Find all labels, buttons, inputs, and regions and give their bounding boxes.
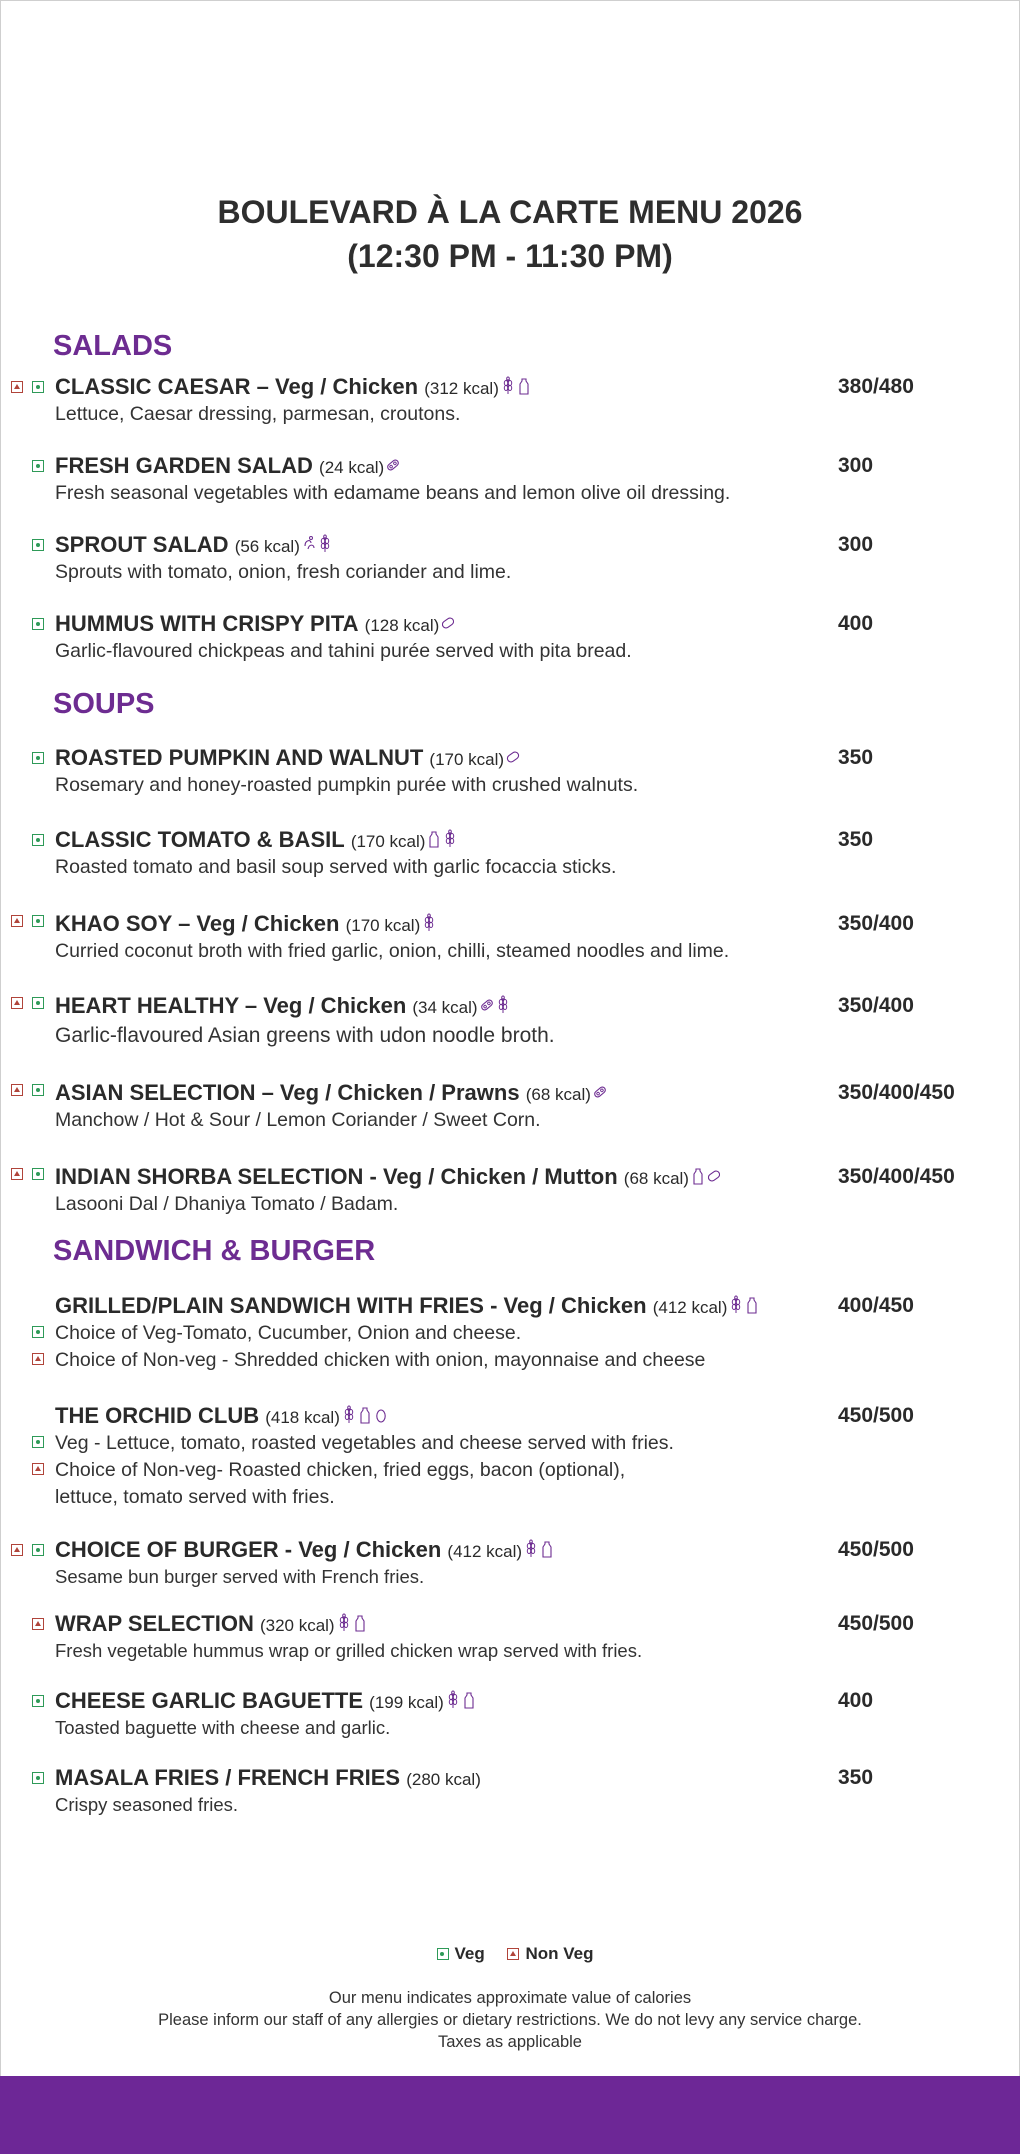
item-description: Curried coconut broth with fried garlic, onion, chilli, steamed noodles and lime. [55, 940, 730, 962]
item-name: KHAO SOY – Veg / Chicken [55, 911, 340, 936]
non-veg-icon [32, 1618, 44, 1630]
item-price: 450/500 [838, 1538, 914, 1561]
wheat-icon [342, 1405, 356, 1425]
item-description: Sprouts with tomato, onion, fresh coriander and lime. [55, 561, 512, 583]
veg-icon [32, 752, 44, 764]
item-kcal: (68 kcal) [525, 1085, 591, 1104]
veg-icon [32, 1326, 44, 1338]
veg-icon [32, 834, 44, 846]
item-kcal: (128 kcal) [364, 616, 440, 635]
item-kcal: (56 kcal) [234, 537, 300, 556]
item-name: INDIAN SHORBA SELECTION - Veg / Chicken / Mutton [55, 1164, 618, 1189]
item-name: THE ORCHID CLUB [55, 1403, 260, 1428]
item-name: HUMMUS WITH CRISPY PITA [55, 611, 359, 636]
legend-nonveg-label: Non Veg [525, 1944, 594, 1963]
nut-icon [441, 613, 455, 633]
item-name: HEART HEALTHY – Veg / Chicken [55, 993, 407, 1018]
footer-band [0, 2076, 1020, 2154]
non-veg-icon [32, 1463, 44, 1475]
section-salads: SALADS [53, 330, 173, 362]
item-name: CHEESE GARLIC BAGUETTE [55, 1688, 364, 1713]
milk-icon [540, 1539, 554, 1559]
milk-icon [353, 1613, 367, 1633]
sprout-icon [302, 534, 316, 554]
wheat-icon [501, 376, 515, 396]
item-kcal: (170 kcal) [429, 750, 505, 769]
item-description: Lasooni Dal / Dhaniya Tomato / Badam. [55, 1193, 399, 1215]
veg-icon [32, 997, 44, 1009]
wheat-icon [729, 1295, 743, 1315]
wheat-icon [446, 1690, 460, 1710]
item-name: FRESH GARDEN SALAD [55, 453, 313, 478]
item-kcal: (280 kcal) [406, 1770, 481, 1789]
item-name: CLASSIC TOMATO & BASIL [55, 827, 345, 852]
diet-legend [0, 1944, 1020, 1964]
soy-icon [480, 995, 494, 1015]
item-price: 350/400/450 [838, 1165, 955, 1188]
item-price: 350/400 [838, 912, 914, 935]
item-kcal: (412 kcal) [447, 1542, 523, 1561]
item-description: Lettuce, Caesar dressing, parmesan, croutons. [55, 403, 461, 425]
veg-icon [32, 460, 44, 472]
legend-veg-label: Veg [454, 1944, 485, 1963]
item-name: WRAP SELECTION [55, 1611, 254, 1636]
non-veg-icon [507, 1948, 519, 1960]
milk-icon [462, 1690, 476, 1710]
veg-icon [32, 1544, 44, 1556]
wheat-icon [318, 534, 332, 554]
footer-calorie-note: Our menu indicates approximate value of calories [328, 1989, 692, 2007]
item-kcal: (34 kcal) [412, 998, 478, 1017]
item-description: Roasted tomato and basil soup served with garlic focaccia sticks. [55, 856, 617, 878]
wheat-icon [422, 913, 436, 933]
non-veg-icon [11, 915, 23, 927]
item-price: 300 [838, 454, 874, 477]
item-name: GRILLED/PLAIN SANDWICH WITH FRIES - Veg / Chicken [55, 1293, 647, 1318]
veg-icon [32, 1772, 44, 1784]
item-description: Sesame bun burger served with French fries. [55, 1566, 425, 1587]
item-description: Garlic-flavoured chickpeas and tahini purée served with pita bread. [55, 640, 632, 662]
item-name: CHOICE OF BURGER - Veg / Chicken [55, 1537, 442, 1562]
menu-hours: (12:30 PM - 11:30 PM) [347, 238, 673, 274]
soy-icon [386, 455, 400, 475]
wheat-icon [443, 829, 457, 849]
footer-allergy-note: Please inform our staff of any allergies or dietary restrictions. We do not levy any service charge. [158, 2011, 862, 2029]
wheat-icon [524, 1539, 538, 1559]
item-kcal: (418 kcal) [265, 1408, 340, 1427]
item-kcal: (24 kcal) [319, 458, 385, 477]
section-sandwich-burger: SANDWICH & BURGER [53, 1235, 376, 1267]
item-kcal: (412 kcal) [652, 1298, 728, 1317]
item-description: Crispy seasoned fries. [55, 1794, 239, 1815]
veg-icon [32, 1695, 44, 1707]
egg-icon [374, 1405, 388, 1425]
milk-icon [745, 1295, 759, 1315]
item-price: 350 [838, 746, 874, 769]
item-price: 400 [838, 612, 874, 635]
item-price: 450/500 [838, 1404, 914, 1427]
item-price: 350 [838, 828, 874, 851]
item-name: CLASSIC CAESAR – Veg / Chicken [55, 374, 419, 399]
veg-icon [32, 618, 44, 630]
milk-icon [427, 829, 441, 849]
item-price: 350 [838, 1766, 874, 1789]
item-name: SPROUT SALAD [55, 532, 229, 557]
milk-icon [358, 1405, 372, 1425]
item-price: 350/400/450 [838, 1081, 955, 1104]
item-name: ROASTED PUMPKIN AND WALNUT [55, 745, 424, 770]
nut-icon [506, 747, 520, 767]
veg-icon [32, 539, 44, 551]
item-price: 300 [838, 533, 874, 556]
item-name: ASIAN SELECTION – Veg / Chicken / Prawns [55, 1080, 520, 1105]
item-description: Fresh vegetable hummus wrap or grilled chicken wrap served with fries. [55, 1640, 643, 1661]
non-veg-icon [11, 1544, 23, 1556]
item-price: 350/400 [838, 994, 914, 1017]
item-price: 400/450 [838, 1294, 914, 1317]
veg-icon [32, 1168, 44, 1180]
wheat-icon [496, 995, 510, 1015]
veg-icon [437, 1948, 449, 1960]
item-description: Rosemary and honey-roasted pumpkin purée with crushed walnuts. [55, 774, 639, 796]
item-price: 400 [838, 1689, 874, 1712]
item-description: Garlic-flavoured Asian greens with udon noodle broth. [55, 1024, 555, 1047]
item-kcal: (170 kcal) [350, 832, 426, 851]
non-veg-icon [11, 1168, 23, 1180]
item-description-nonveg: Choice of Non-veg- Roasted chicken, fried eggs, bacon (optional), [55, 1459, 626, 1481]
non-veg-icon [11, 381, 23, 393]
item-kcal: (68 kcal) [623, 1169, 689, 1188]
item-description-veg: Veg - Lettuce, tomato, roasted vegetables and cheese served with fries. [55, 1432, 674, 1454]
item-kcal: (312 kcal) [424, 379, 499, 398]
wheat-icon [337, 1613, 351, 1633]
veg-icon [32, 1084, 44, 1096]
item-kcal: (199 kcal) [369, 1693, 444, 1712]
non-veg-icon [11, 997, 23, 1009]
item-description-veg: Choice of Veg-Tomato, Cucumber, Onion and cheese. [55, 1322, 522, 1344]
nut-icon [707, 1166, 721, 1186]
veg-icon [32, 1436, 44, 1448]
item-description-nonveg: Choice of Non-veg - Shredded chicken with onion, mayonnaise and cheese [55, 1349, 706, 1371]
item-description: Manchow / Hot & Sour / Lemon Coriander / Sweet Corn. [55, 1109, 541, 1131]
item-name: MASALA FRIES / FRENCH FRIES [55, 1765, 401, 1790]
item-price: 380/480 [838, 375, 914, 398]
milk-icon [517, 376, 531, 396]
item-kcal: (320 kcal) [259, 1616, 335, 1635]
item-description-nonveg-cont: lettuce, tomato served with fries. [55, 1486, 335, 1508]
item-description: Toasted baguette with cheese and garlic. [55, 1717, 391, 1738]
non-veg-icon [32, 1353, 44, 1365]
non-veg-icon [11, 1084, 23, 1096]
item-description: Fresh seasonal vegetables with edamame beans and lemon olive oil dressing. [55, 482, 731, 504]
footer-tax-note: Taxes as applicable [437, 2033, 582, 2051]
section-soups: SOUPS [53, 688, 155, 720]
item-price: 450/500 [838, 1612, 914, 1635]
soy-icon [593, 1082, 607, 1102]
milk-icon [691, 1166, 705, 1186]
menu-title: BOULEVARD À LA CARTE MENU 2026 [217, 194, 803, 230]
veg-icon [32, 915, 44, 927]
item-kcal: (170 kcal) [345, 916, 421, 935]
veg-icon [32, 381, 44, 393]
